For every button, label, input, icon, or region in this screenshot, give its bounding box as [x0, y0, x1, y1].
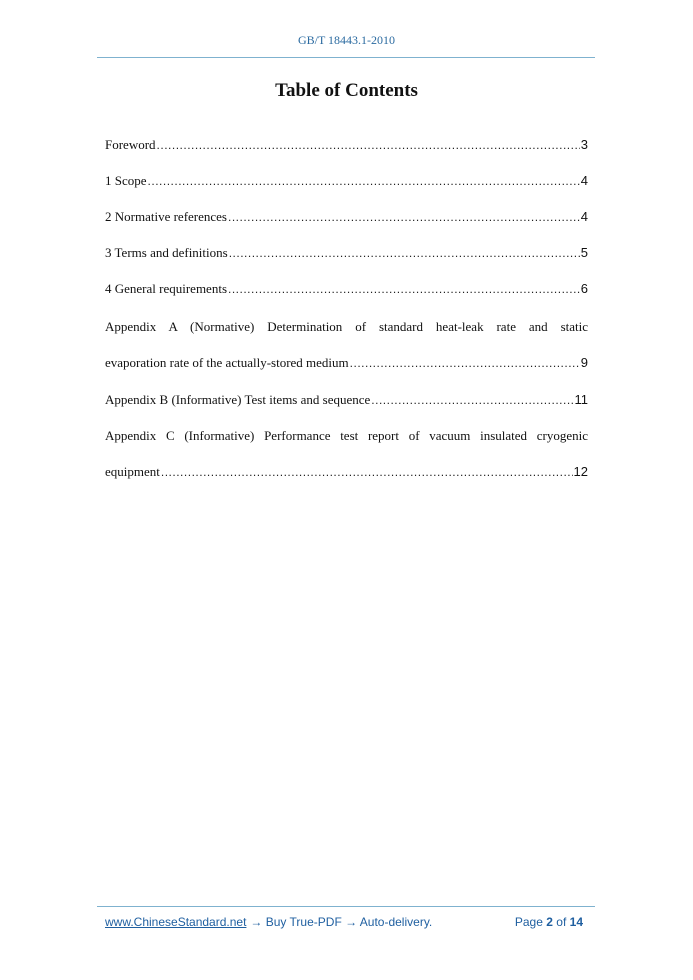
- dot-leader: [228, 282, 580, 296]
- toc-entry-appendix-c[interactable]: [105, 428, 588, 484]
- toc-entry-foreword[interactable]: [105, 137, 588, 157]
- toc-entry-terms-and-definitions[interactable]: [105, 245, 588, 265]
- toc-page-number: 4: [580, 209, 588, 224]
- dot-leader: [228, 210, 580, 224]
- header-divider: [97, 57, 595, 58]
- page-footer: [105, 915, 588, 933]
- toc-entry-title: equipment: [105, 464, 160, 479]
- page-current: 2: [546, 915, 553, 929]
- page-indicator: [515, 915, 583, 929]
- toc-page-number: 9: [580, 355, 588, 370]
- toc-entry-appendix-b[interactable]: [105, 392, 588, 412]
- page-total: 14: [569, 915, 583, 929]
- toc-entry-general-requirements[interactable]: [105, 281, 588, 301]
- toc-page-number: 5: [580, 245, 588, 260]
- dot-leader: [161, 465, 573, 479]
- toc-entry-title-line1: Appendix A (Normative) Determination of standard heat-leak rate and static: [105, 319, 588, 334]
- toc-entry-title-line1: Appendix C (Informative) Performance test report of vacuum insulated cryogenic: [105, 428, 588, 443]
- site-link[interactable]: www.ChineseStandard.net: [105, 915, 247, 929]
- page-label: Page: [514, 915, 543, 929]
- toc-page-number: 12: [573, 464, 588, 479]
- toc-entry-title: 3 Terms and definitions: [105, 245, 228, 260]
- toc-entry-title: 2 Normative references: [105, 209, 227, 224]
- dot-leader: [157, 138, 580, 152]
- toc-entry-title: Appendix B (Informative) Test items and sequence: [105, 392, 371, 407]
- toc-entry-title: Foreword: [105, 137, 156, 152]
- dot-leader: [350, 356, 580, 370]
- toc-entry-scope[interactable]: [105, 173, 588, 193]
- promo-text: → Buy True-PDF → Auto-delivery.: [250, 915, 433, 929]
- dot-leader: [148, 174, 580, 188]
- toc-page-number: 4: [580, 173, 588, 188]
- page-title: Table of Contents: [275, 80, 418, 101]
- toc-entry-title: evaporation rate of the actually-stored medium: [105, 355, 349, 370]
- toc-page-number: 11: [574, 392, 588, 407]
- toc-entry-title: 4 General requirements: [105, 281, 228, 296]
- running-header: GB/T 18443.1-2010: [297, 33, 396, 47]
- footer-divider: [97, 906, 595, 907]
- toc-page-number: 3: [580, 137, 588, 152]
- toc-page-number: 6: [580, 281, 588, 296]
- dot-leader: [229, 246, 580, 260]
- dot-leader: [371, 393, 573, 407]
- toc-entry-title: 1 Scope: [105, 173, 147, 188]
- toc-entry-appendix-a[interactable]: [105, 319, 588, 375]
- page-of-label: of: [556, 915, 567, 929]
- toc-entry-normative-references[interactable]: [105, 209, 588, 229]
